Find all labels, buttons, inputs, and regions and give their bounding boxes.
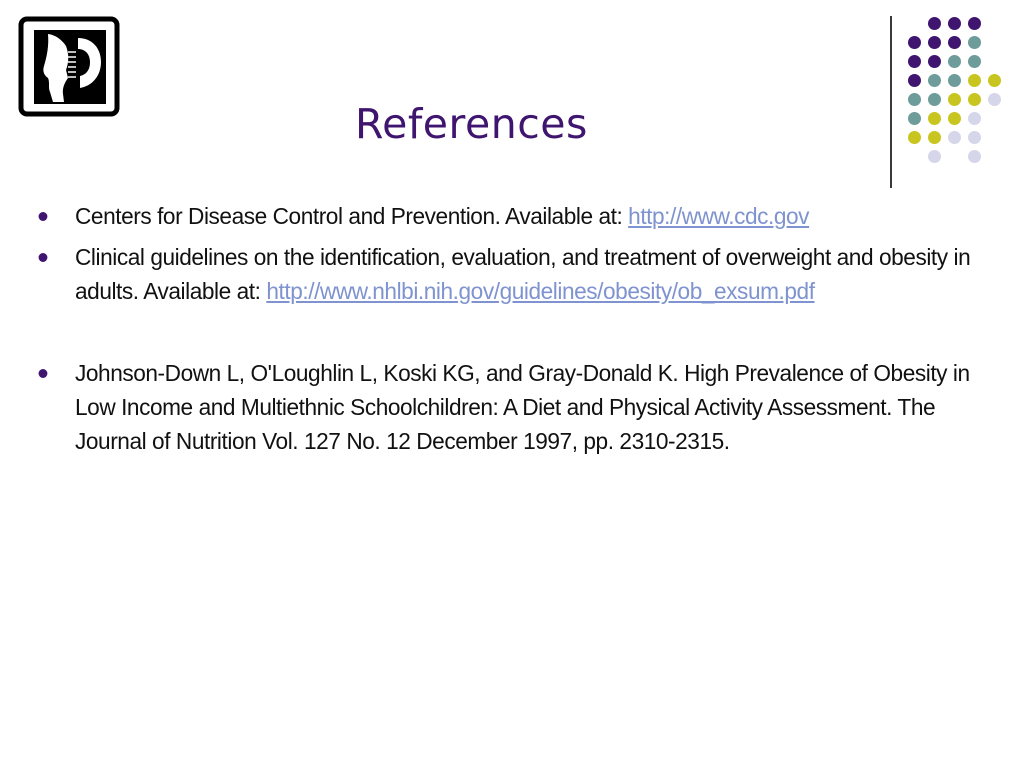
reference-text: Centers for Disease Control and Prevention. Available at:: [75, 203, 629, 229]
bullet-icon: [39, 212, 48, 221]
reference-item: [75, 199, 981, 233]
reference-item: [75, 240, 981, 308]
reference-item: [75, 356, 981, 458]
bullet-icon: [39, 369, 48, 378]
reference-link[interactable]: http://www.cdc.gov: [628, 203, 810, 229]
reference-text: Clinical guidelines on the identification, evaluation, and treatment of overweight and obesity in adults. Available at:: [75, 244, 971, 304]
reference-link[interactable]: http://www.nhlbi.nih.gov/guidelines/obesity/ob_exsum.pdf: [266, 278, 815, 304]
slide-title: References: [355, 100, 588, 148]
bullet-icon: [39, 253, 48, 262]
reference-text: Johnson-Down L, O'Loughlin L, Koski KG, and Gray-Donald K. High Prevalence of Obesity in Low Income and Multiethnic Schoolchildren: A Diet and Physical Activity Assessment. The Journal of Nutrition Vol. 127 No. 12 December 1997, pp. 2310-2315.: [75, 360, 970, 454]
